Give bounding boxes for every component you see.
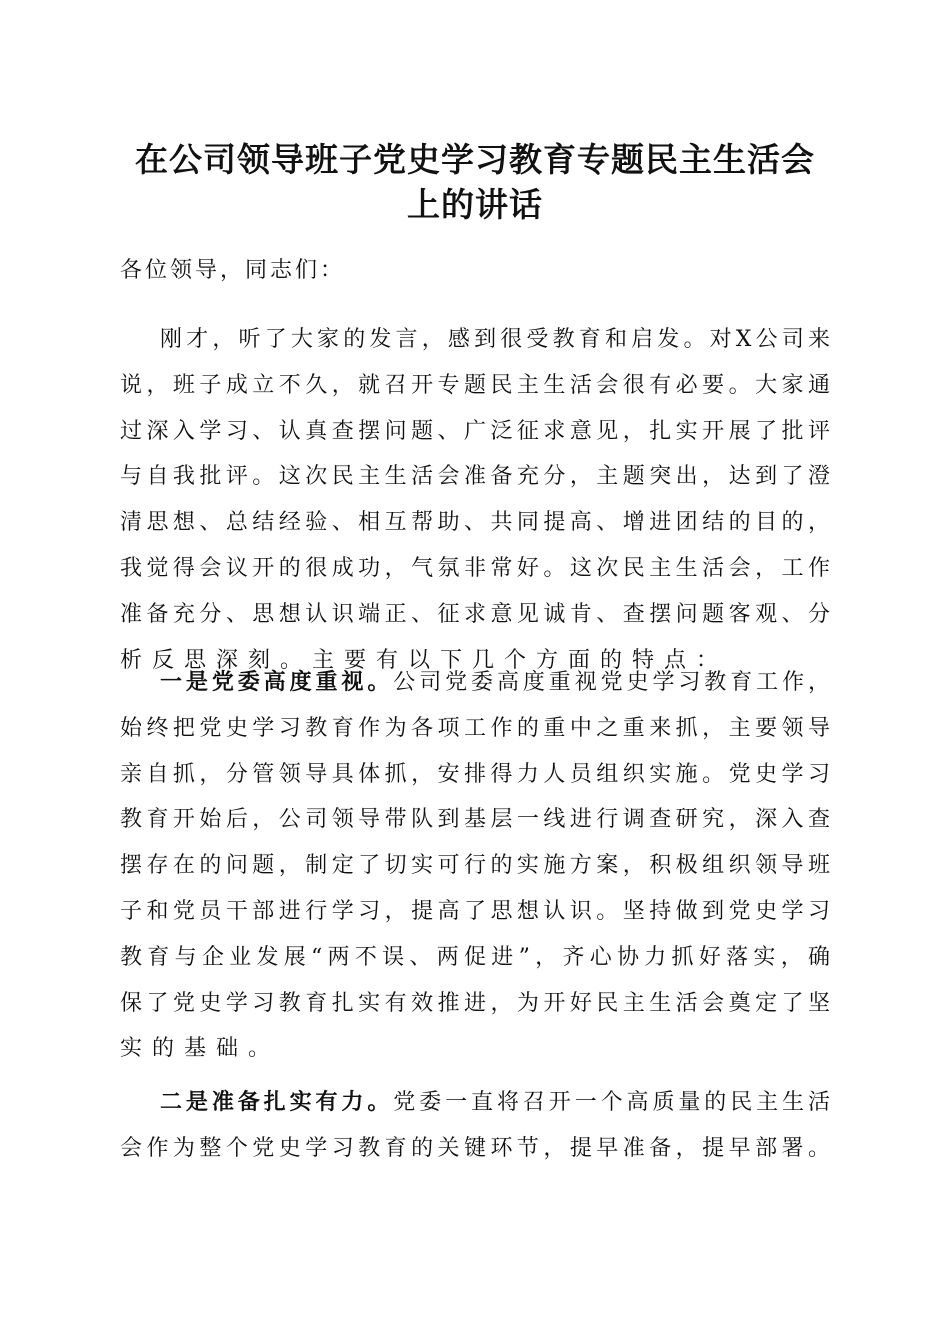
text-line (120, 1080, 830, 1126)
text-line (120, 592, 830, 638)
title-line-1: 在公司领导班子党史学习教育专题民主生活会 (135, 140, 815, 179)
salutation: 各位领导，同志们： (120, 258, 346, 283)
bold-heading: 一是党委高度重视。 (160, 669, 394, 695)
line-text: 析反思深刻。主要有以下几个方面的特点： (120, 647, 729, 673)
text-line (120, 706, 830, 752)
line-text: 教育与企业发展“两不误、两促进”，齐心协力抓好落实，确 (120, 944, 830, 970)
text-line (120, 546, 830, 592)
line-text: 亲自抓，分管领导具体抓，安排得力人员组织实施。党史学习 (120, 761, 830, 787)
text-line (120, 500, 830, 546)
line-text: 党委一直将召开一个高质量的民主生活 (393, 1090, 830, 1115)
document-title (100, 137, 850, 227)
text-line (120, 363, 830, 409)
text-line (120, 889, 830, 935)
paragraph (120, 317, 830, 683)
line-text: 教育开始后，公司领导带队到基层一线进行调查研究，深入查 (120, 807, 830, 833)
line-text: 刚才，听了大家的发言，感到很受教育和启发。对X公司来 (160, 327, 830, 352)
text-line (120, 660, 830, 706)
text-line (120, 752, 830, 798)
paragraph (120, 660, 830, 1072)
text-line (120, 935, 830, 981)
line-text: 过深入学习、认真查摆问题、广泛征求意见，扎实开展了批评 (120, 418, 830, 444)
line-text: 清思想、总结经验、相互帮助、共同提高、增进团结的目的， (120, 510, 830, 536)
text-line (120, 797, 830, 843)
line-text: 摆存在的问题，制定了切实可行的实施方案，积极组织领导班 (120, 853, 830, 879)
text-line (120, 454, 830, 500)
paragraph (120, 1080, 830, 1172)
line-text: 实的基础。 (120, 1036, 281, 1062)
line-text: 保了党史学习教育扎实有效推进，为开好民主生活会奠定了坚 (120, 990, 830, 1016)
line-text: 说，班子成立不久，就召开专题民主生活会很有必要。大家通 (120, 372, 830, 398)
line-text: 始终把党史学习教育作为各项工作的重中之重来抓，主要领导 (120, 715, 830, 741)
line-text: 准备充分、思想认识端正、征求意见诚肯、查摆问题客观、分 (120, 601, 830, 627)
text-line (120, 1026, 830, 1072)
text-line (120, 409, 830, 455)
title-line-2: 上的讲话 (407, 185, 543, 224)
line-text: 会作为整个党史学习教育的关键环节，提早准备，提早部署。 (120, 1135, 830, 1161)
line-text: 公司党委高度重视党史学习教育工作， (393, 670, 830, 695)
line-text: 我觉得会议开的很成功，气氛非常好。这次民主生活会，工作 (120, 555, 830, 581)
text-line (120, 843, 830, 889)
line-text: 子和党员干部进行学习，提高了思想认识。坚持做到党史学习 (120, 898, 830, 924)
bold-heading: 二是准备扎实有力。 (160, 1089, 394, 1115)
line-text: 与自我批评。这次民主生活会准备充分，主题突出，达到了澄 (120, 464, 830, 490)
text-line (120, 981, 830, 1027)
text-line (120, 317, 830, 363)
text-line (120, 1126, 830, 1172)
